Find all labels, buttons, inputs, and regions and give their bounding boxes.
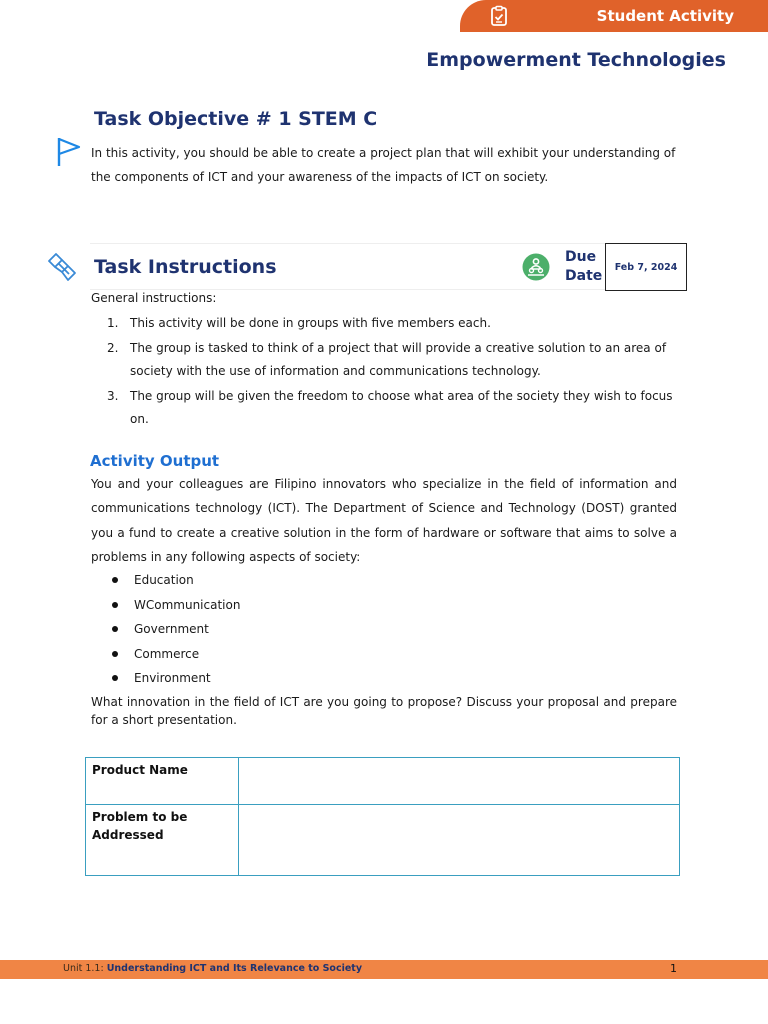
list-item xyxy=(112,570,240,595)
table-row xyxy=(86,758,680,805)
group-icon xyxy=(522,253,550,281)
student-activity-tab xyxy=(460,0,768,32)
product-name-field[interactable] xyxy=(239,758,680,805)
table-row xyxy=(86,805,680,876)
tab-label: Student Activity xyxy=(596,7,734,25)
due-date-box xyxy=(605,243,687,291)
item-text: This activity will be done in groups with five members each. xyxy=(130,316,491,330)
list-item xyxy=(91,385,681,432)
aspect-label: Government xyxy=(134,622,209,637)
list-item xyxy=(112,644,240,669)
proposal-question: What innovation in the field of ICT are you going to propose? Discuss your proposal and prepare for a short presentation. xyxy=(91,695,677,727)
problem-field[interactable] xyxy=(239,805,680,876)
bullet-icon xyxy=(112,626,118,632)
activity-output-text: You and your colleagues are Filipino innovators who specialize in the field of information and communications technology (ICT). The Department of Science and Technology (DOST) granted you a fund to create a creative solution in the form of hardware or software that aims to solve a problems in any following aspects of society: xyxy=(91,477,677,564)
unit-title: Understanding ICT and Its Relevance to Society xyxy=(106,963,363,974)
due-date-value: Feb 7, 2024 xyxy=(614,261,678,273)
list-item xyxy=(112,668,240,693)
item-number: 3. xyxy=(107,388,119,403)
unit-prefix: Unit 1.1: xyxy=(63,963,107,974)
aspect-label: Education xyxy=(134,573,194,587)
general-instructions-label: General instructions: xyxy=(91,291,217,305)
due-date-label: Due Date xyxy=(565,249,603,284)
aspect-label: Commerce xyxy=(134,646,200,661)
clipboard-check-icon xyxy=(488,5,510,27)
flag-icon xyxy=(56,136,82,168)
page-number: 1 xyxy=(670,962,677,975)
row-label: Problem to be Addressed xyxy=(86,805,239,876)
handshake-icon xyxy=(46,249,80,283)
list-item xyxy=(112,595,240,620)
aspect-label: WCommunication xyxy=(134,597,241,612)
list-item xyxy=(91,312,681,336)
item-number: 2. xyxy=(107,340,119,355)
subject-title: Empowerment Technologies xyxy=(426,49,726,71)
project-plan-table xyxy=(85,757,680,876)
unit-reference xyxy=(63,963,362,974)
bullet-icon xyxy=(112,651,118,657)
objective-text: In this activity, you should be able to create a project plan that will exhibit your understanding of the components of ICT and your awareness of the impacts of ICT on society. xyxy=(91,146,676,184)
instructions-list xyxy=(91,312,681,433)
activity-output-title: Activity Output xyxy=(90,452,220,470)
item-text: The group will be given the freedom to choose what area of the society they wish to focus on. xyxy=(130,388,673,426)
page-footer xyxy=(0,960,768,979)
aspect-label: Environment xyxy=(134,671,211,686)
list-item xyxy=(91,337,681,384)
objective-title: Task Objective # 1 STEM C xyxy=(94,108,378,130)
item-number: 1. xyxy=(107,316,119,330)
item-text: The group is tasked to think of a project that will provide a creative solution to an area of society with the use of information and communications technology. xyxy=(130,340,667,378)
bullet-icon xyxy=(112,577,118,583)
aspects-list xyxy=(112,570,240,693)
bullet-icon xyxy=(112,675,118,681)
instructions-title: Task Instructions xyxy=(94,256,277,278)
bullet-icon xyxy=(112,602,118,608)
row-label: Product Name xyxy=(86,758,239,805)
list-item xyxy=(112,619,240,644)
